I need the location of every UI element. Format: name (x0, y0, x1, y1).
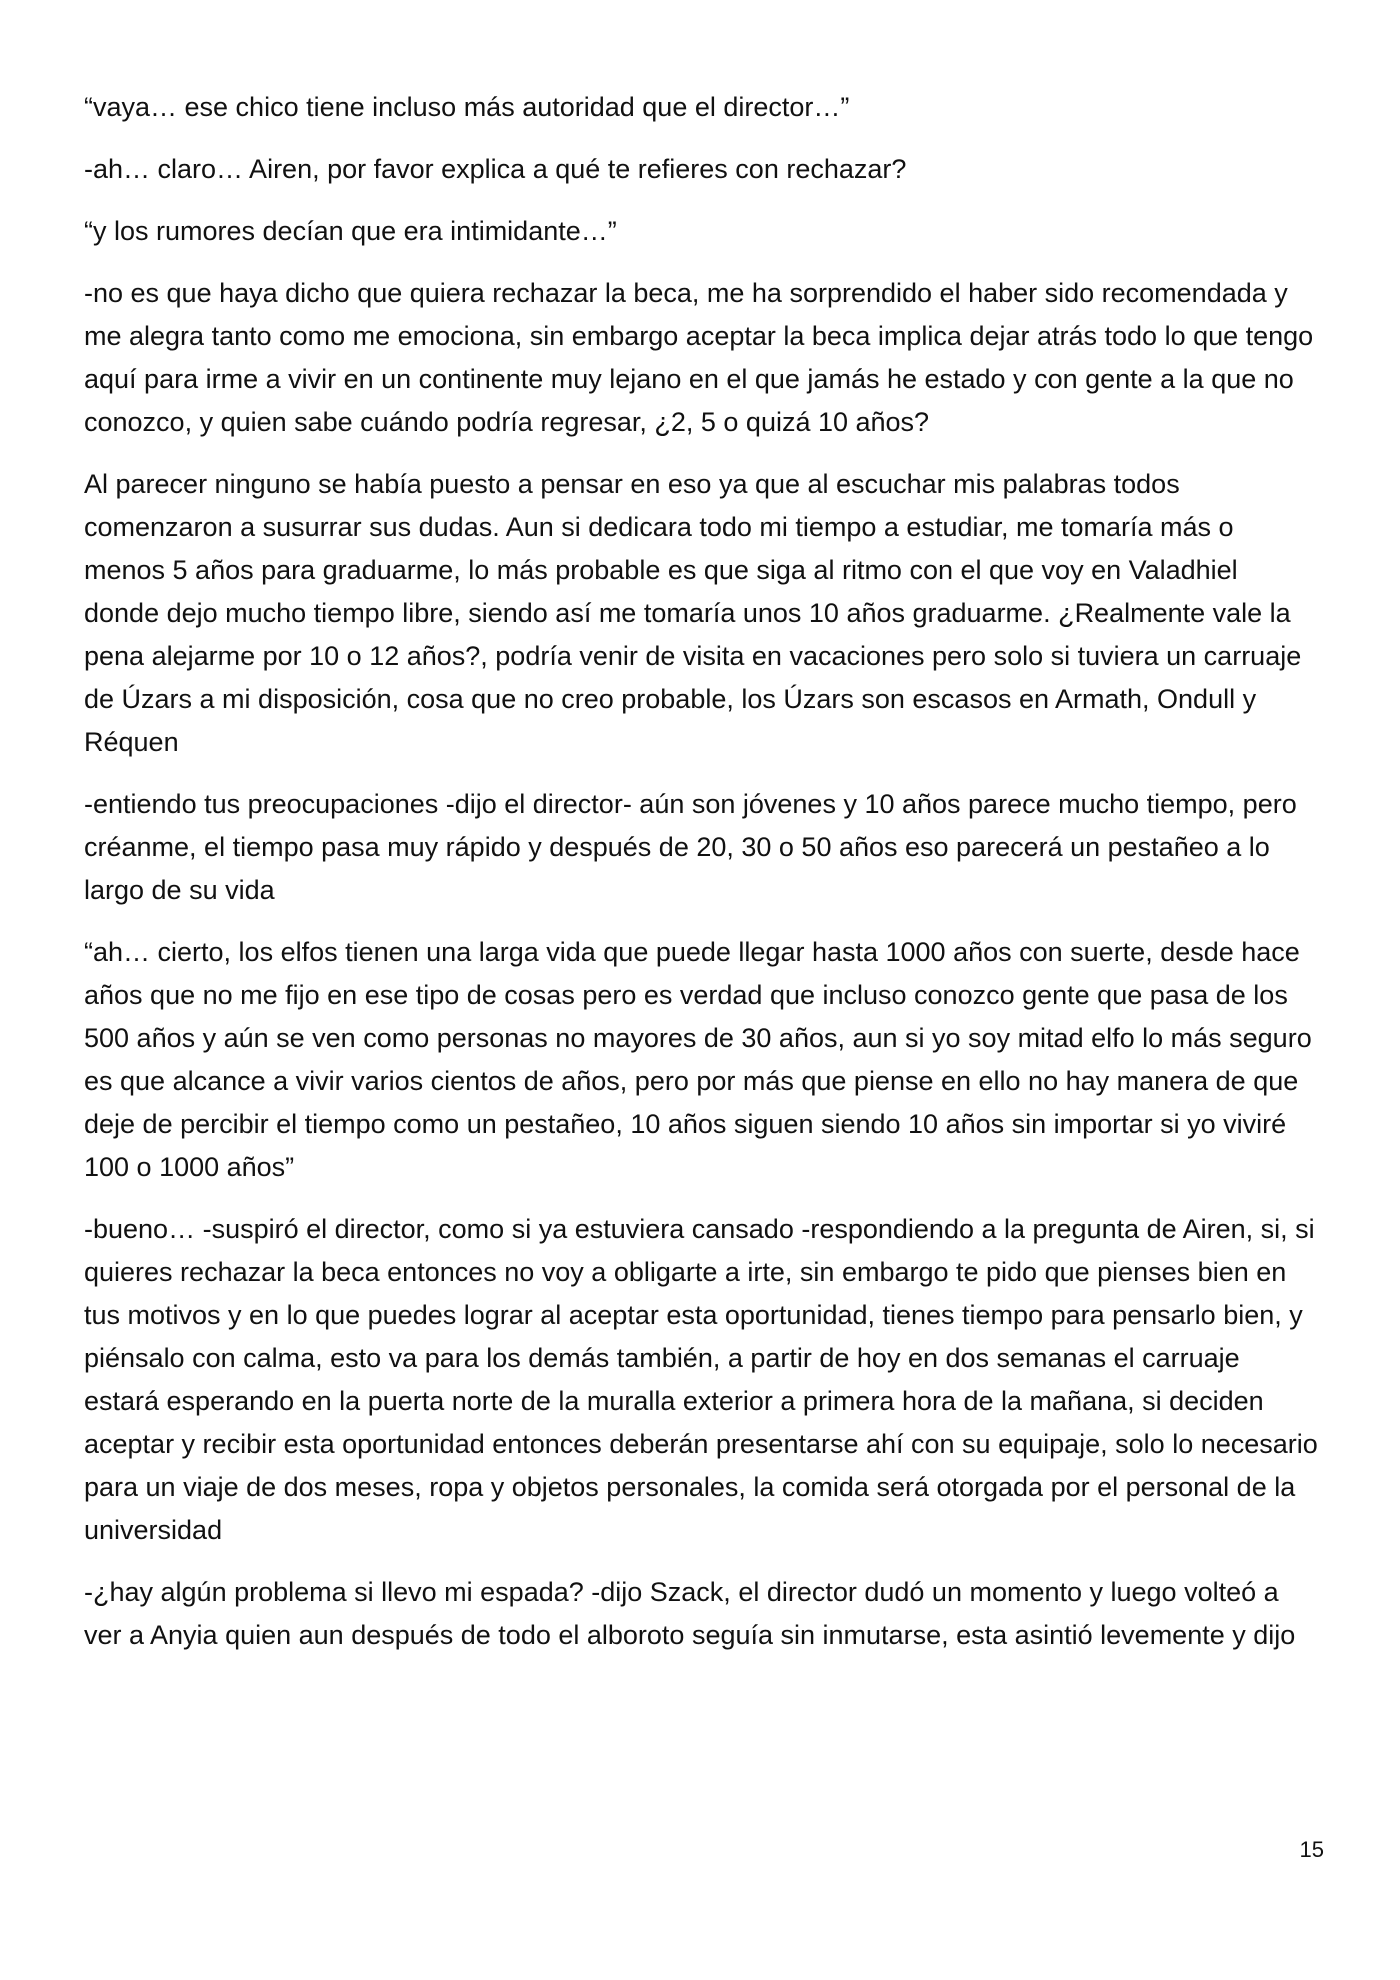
paragraph: “ah… cierto, los elfos tienen una larga vida que puede llegar hasta 1000 años con suerte, desde hace años que no me fijo en ese tipo de cosas pero es verdad que incluso conozco gente que pasa de los 500 años y aún se ven como personas no mayores de 30 años, aun si yo soy mitad elfo lo más seguro es que alcance a vivir varios cientos de años, pero por más que piense en ello no hay manera de que deje de percibir el tiempo como un pestañeo, 10 años siguen siendo 10 años sin importar si yo viviré 100 o 1000 años” (84, 937, 1312, 1182)
paragraph: -entiendo tus preocupaciones -dijo el director- aún son jóvenes y 10 años parece mucho tiempo, pero créanme, el tiempo pasa muy rápido y después de 20, 30 o 50 años eso parecerá un pestañeo a lo largo de su vida (84, 789, 1297, 905)
paragraph: -no es que haya dicho que quiera rechazar la beca, me ha sorprendido el haber sido recomendada y me alegra tanto como me emociona, sin embargo aceptar la beca implica dejar atrás todo lo que tengo aquí para irme a vivir en un continente muy lejano en el que jamás he estado y con gente a la que no conozco, y quien sabe cuándo podría regresar, ¿2, 5 o quizá 10 años? (84, 278, 1314, 437)
body-text (84, 86, 1320, 1676)
paragraph: “y los rumores decían que era intimidante…” (84, 216, 617, 246)
paragraph: -¿hay algún problema si llevo mi espada? -dijo Szack, el director dudó un momento y luego volteó a ver a Anyia quien aun después de todo el alboroto seguía sin inmutarse, esta asintió levemente y dijo (84, 1577, 1296, 1650)
paragraph: “vaya… ese chico tiene incluso más autoridad que el director…” (84, 92, 850, 122)
page-number: 15 (1299, 1837, 1324, 1862)
paragraph: -ah… claro… Airen, por favor explica a qué te refieres con rechazar? (84, 154, 907, 184)
paragraph: Al parecer ninguno se había puesto a pensar en eso ya que al escuchar mis palabras todos comenzaron a susurrar sus dudas. Aun si dedicara todo mi tiempo a estudiar, me tomaría más o menos 5 años para graduarme, lo más probable es que siga al ritmo con el que voy en Valadhiel donde dejo mucho tiempo libre, siendo así me tomaría unos 10 años graduarme. ¿Realmente vale la pena alejarme por 10 o 12 años?, podría venir de visita en vacaciones pero solo si tuviera un carruaje de Úzars a mi disposición, cosa que no creo probable, los Úzars son escasos en Armath, Ondull y Réquen (84, 469, 1302, 757)
paragraph: -bueno… -suspiró el director, como si ya estuviera cansado -respondiendo a la pregunta de Airen, si, si quieres rechazar la beca entonces no voy a obligarte a irte, sin embargo te pido que pienses bien en tus motivos y en lo que puedes lograr al aceptar esta oportunidad, tienes tiempo para pensarlo bien, y piénsalo con calma, esto va para los demás también, a partir de hoy en dos semanas el carruaje estará esperando en la puerta norte de la muralla exterior a primera hora de la mañana, si deciden aceptar y recibir esta oportunidad entonces deberán presentarse ahí con su equipaje, solo lo necesario para un viaje de dos meses, ropa y objetos personales, la comida será otorgada por el personal de la universidad (84, 1214, 1318, 1545)
